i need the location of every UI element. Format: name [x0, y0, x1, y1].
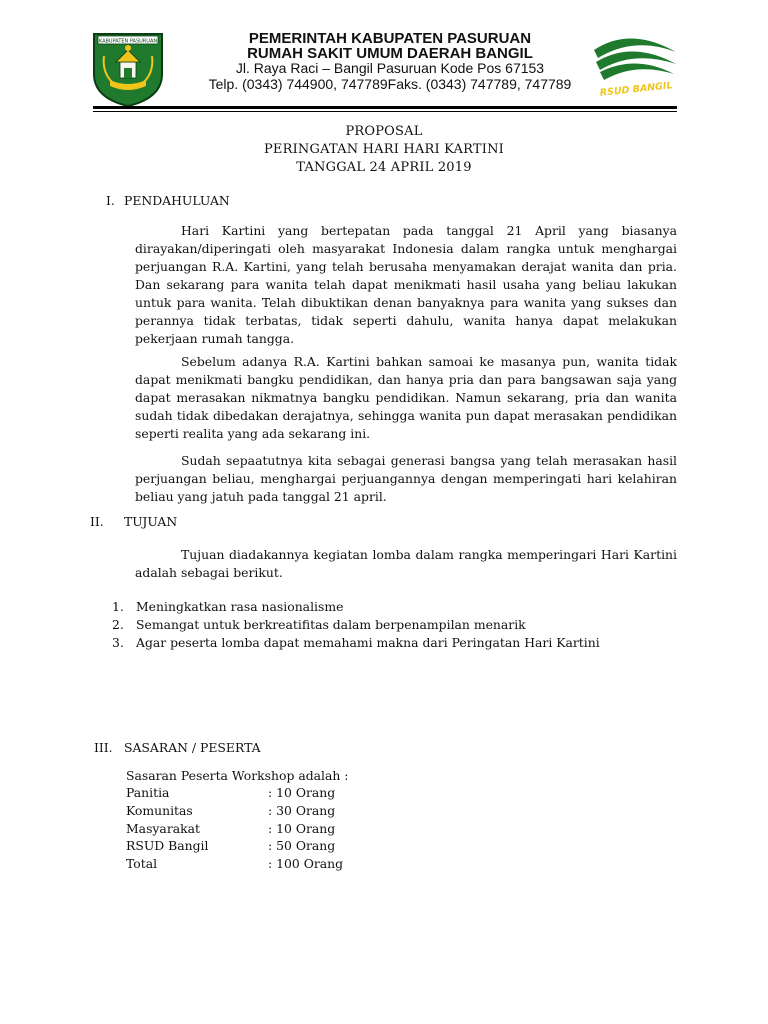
proposal-title: PROPOSAL	[345, 124, 423, 139]
proposal-date: TANGGAL 24 APRIL 2019	[296, 160, 472, 175]
letterhead-line-2: RUMAH SAKIT UMUM DAERAH BANGIL	[247, 45, 533, 62]
proposal-subtitle: PERINGATAN HARI HARI KARTINI	[263, 142, 505, 157]
participant-total-count: : 100 Orang	[268, 856, 344, 871]
letterhead-rule-thick	[93, 106, 677, 109]
rsud-bangil-logo	[590, 30, 680, 96]
list-item: Agar peserta lomba dapat memahami makna dari Peringatan Hari Kartini	[136, 635, 600, 650]
list-item-number: 2.	[112, 617, 124, 632]
participant-label: Panitia	[126, 785, 170, 800]
section-2-intro: Tujuan diadakannya kegiatan lomba dalam rangka memperingari Hari Kartini adalah sebagai berikut.	[135, 547, 677, 580]
participant-total-label: Total	[126, 856, 158, 871]
section-3-heading: SASARAN / PESERTA	[124, 740, 261, 755]
participant-label: Masyarakat	[126, 821, 201, 836]
section-1-paragraph: Sebelum adanya R.A. Kartini bahkan samoai ke masanya pun, wanita tidak dapat menikmati bangku pendidikan, dan hanya pria dan para bangsawan saja yang dapat merasakan nikmatnya bangku pendidikan. Namun sekarang, pria dan wanita sudah tidak dibedakan derajatnya, sehingga wanita pun dapat merasakan pendidikan seperti realita yang ada sekarang ini.	[135, 354, 677, 441]
section-2-heading: TUJUAN	[124, 514, 178, 529]
rsud-bangil-logo-text: RSUD BANGIL	[599, 80, 674, 96]
participant-label: RSUD Bangil	[126, 838, 209, 853]
section-2-number: II.	[90, 514, 104, 529]
list-item-number: 1.	[112, 599, 124, 614]
section-1-number: I.	[106, 193, 115, 208]
participant-count: : 10 Orang	[268, 821, 336, 836]
participant-count: : 10 Orang	[268, 785, 336, 800]
participant-count: : 50 Orang	[268, 838, 336, 853]
letterhead-line-1: PEMERINTAH KABUPATEN PASURUAN	[248, 30, 532, 47]
svg-text:KABUPATEN PASURUAN: KABUPATEN PASURUAN	[98, 38, 158, 45]
participant-count: : 30 Orang	[268, 803, 336, 818]
letterhead-address: Jl. Raya Raci – Bangil Pasuruan Kode Pos 67153	[235, 60, 545, 76]
list-item: Semangat untuk berkreatifitas dalam berpenampilan menarik	[136, 617, 526, 632]
letterhead-contact: Telp. (0343) 744900, 747789Faks. (0343) 747789, 747789	[208, 76, 572, 92]
list-item-number: 3.	[112, 635, 124, 650]
participant-label: Komunitas	[126, 803, 193, 818]
section-1-heading: PENDAHULUAN	[124, 193, 230, 208]
list-item: Meningkatkan rasa nasionalisme	[136, 599, 344, 614]
kabupaten-pasuruan-emblem	[90, 28, 166, 108]
letterhead-rule-thin	[93, 111, 677, 112]
section-1-paragraph: Sudah sepaatutnya kita sebagai generasi bangsa yang telah merasakan hasil perjuangan beliau, menghargai perjuangannya dengan memperingati hari kelahiran beliau yang jatuh pada tanggal 21 april.	[135, 453, 677, 504]
section-3-number: III.	[94, 740, 113, 755]
section-1-paragraph: Hari Kartini yang bertepatan pada tanggal 21 April yang biasanya dirayakan/diperingati oleh masyarakat Indonesia dalam rangka untuk menghargai perjuangan R.A. Kartini, yang telah berusaha menyamakan derajat wanita dan pria. Dan sekarang para wanita telah dapat menikmati hasil usaha yang beliau lakukan untuk para wanita. Telah dibuktikan denan banyaknya para wanita yang sukses dan perannya tidak terbatas, tidak seperti dahulu, wanita hanya dapat melakukan pekerjaan rumah tangga.	[135, 223, 677, 346]
section-3-intro: Sasaran Peserta Workshop adalah :	[126, 768, 349, 783]
